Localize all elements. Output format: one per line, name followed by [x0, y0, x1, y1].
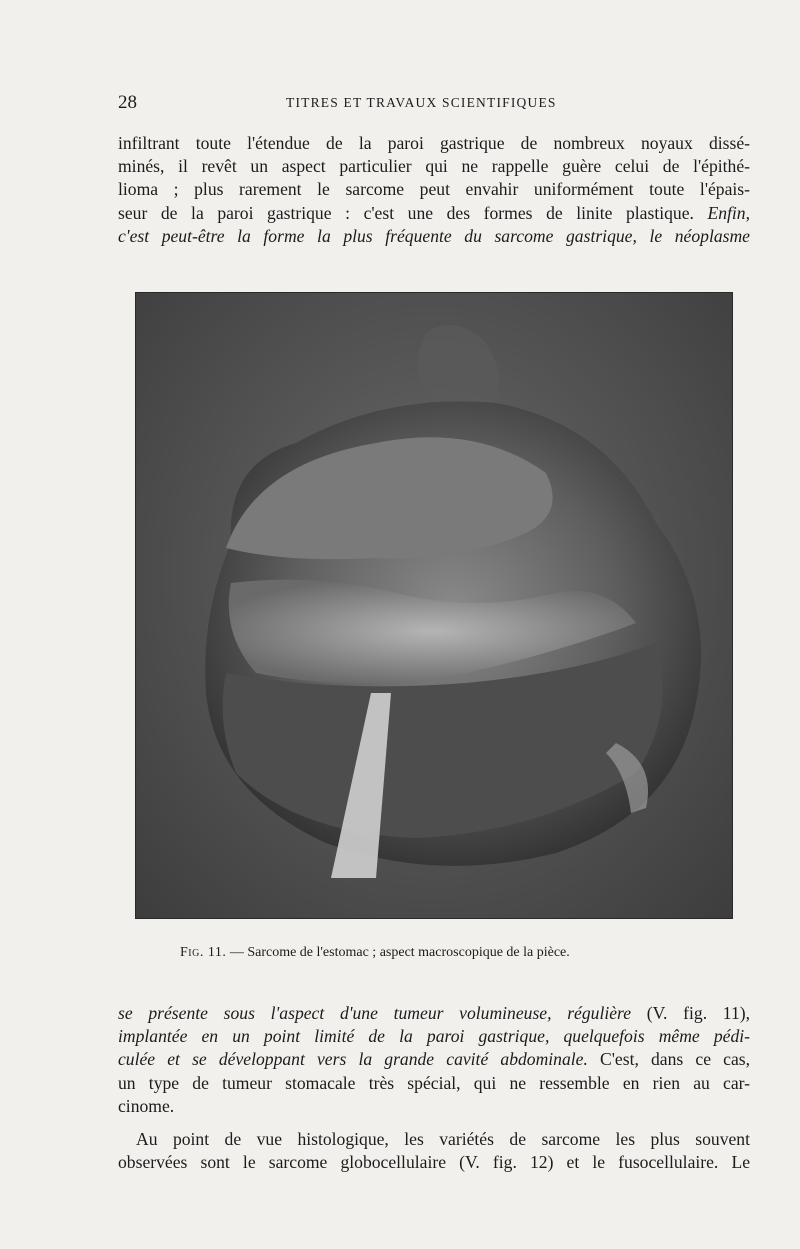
text-line: cinome. — [118, 1095, 175, 1116]
text-span: (V. fig. 11), — [631, 1003, 751, 1023]
text-line: observées sont le sarcome globocellulaire (V. fig. 12) et le fusocellulaire. Le — [118, 1152, 750, 1173]
paragraph-2 — [118, 1002, 750, 1118]
page-header — [118, 92, 750, 114]
paragraph-3 — [118, 1128, 750, 1174]
text-line: minés, il revêt un aspect particulier qui ne rappelle guère celui de l'épithé- — [118, 156, 750, 177]
text-line — [118, 1002, 750, 1025]
text-line: implantée en un point limité de la paroi gastrique, quelquefois même pédi- — [118, 1026, 750, 1047]
text-line: lioma ; plus rarement le sarcome peut envahir uniformément toute l'épais- — [118, 179, 750, 200]
text-span: seur de la paroi gastrique : c'est une des formes de linite plastique. — [118, 202, 694, 223]
tumor-photo-illustration — [136, 293, 733, 919]
text-line: un type de tumeur stomacale très spécial, qui ne ressemble en rien au car- — [118, 1072, 750, 1093]
figure-caption — [180, 945, 720, 961]
text-span: C'est, dans ce cas, — [587, 1049, 751, 1070]
italic-text: Enfin, — [707, 202, 750, 223]
page-number: 28 — [118, 92, 137, 113]
text-line: Au point de vue histologique, les variétés de sarcome les plus souvent — [136, 1129, 750, 1149]
italic-text: se présente sous l'aspect d'une tumeur volumineuse, régulière — [118, 1003, 632, 1023]
text-line: infiltrant toute l'étendue de la paroi gastrique de nombreux noyaux dissé- — [118, 133, 750, 153]
running-title: TITRES ET TRAVAUX SCIENTIFIQUES — [286, 95, 557, 110]
figure-photograph — [135, 292, 733, 919]
italic-text: culée et se développant vers la grande cavité abdominale. — [118, 1049, 588, 1070]
paragraph-1 — [118, 132, 750, 248]
figure-label: Fig. 11. — [180, 945, 227, 960]
text-line — [118, 202, 750, 225]
text-line — [118, 1048, 750, 1071]
text-line: c'est peut-être la forme la plus fréquente du sarcome gastrique, le néoplasme — [118, 225, 750, 246]
caption-text: — Sarcome de l'estomac ; aspect macroscopique de la pièce. — [226, 945, 570, 960]
